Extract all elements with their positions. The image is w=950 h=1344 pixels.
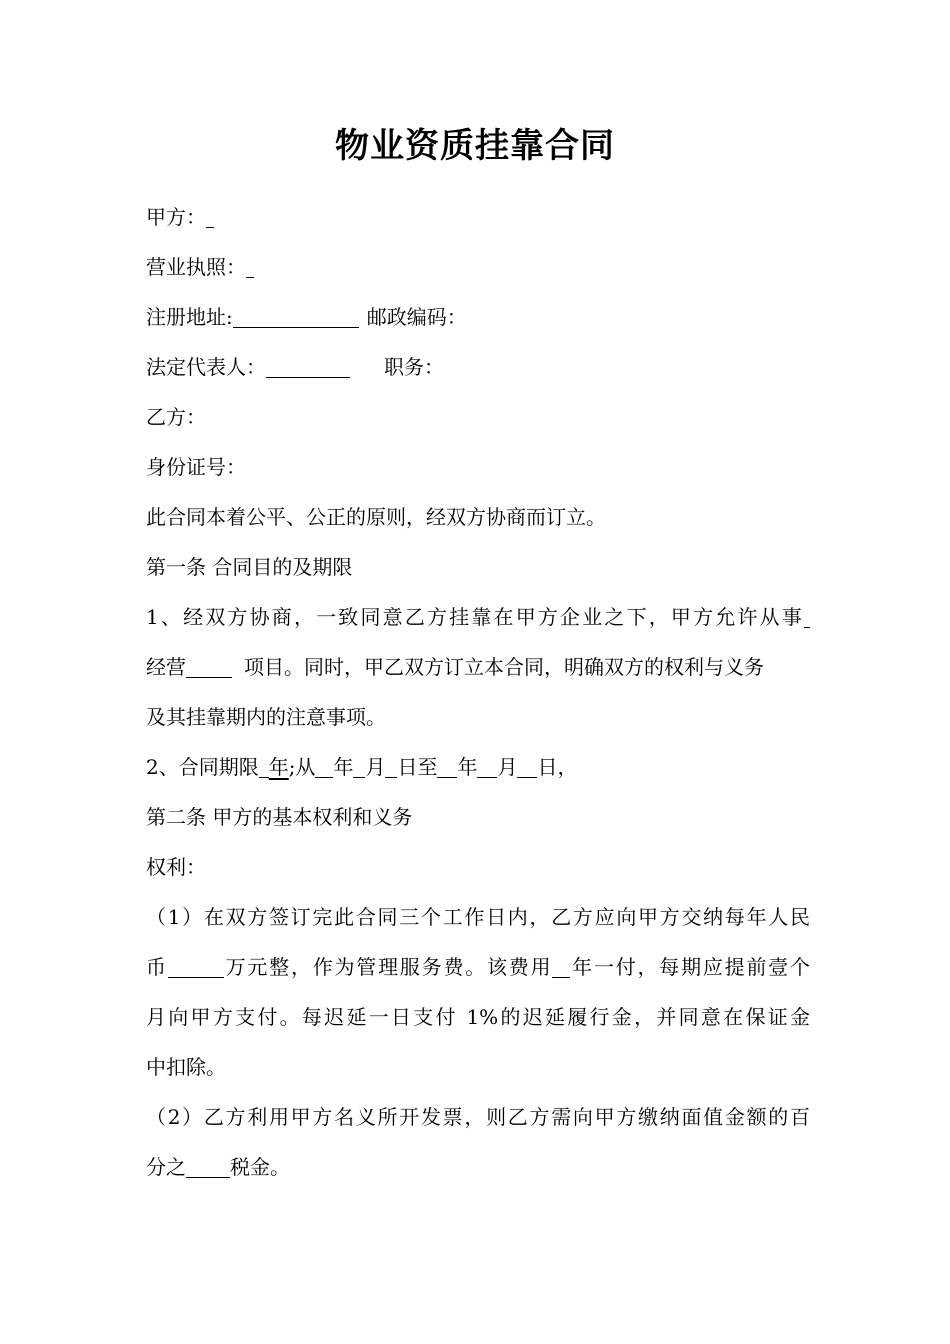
address-blank xyxy=(233,307,359,328)
article-1-clause-1-line-3: 及其挂靠期内的注意事项。 xyxy=(146,705,386,729)
license-line xyxy=(146,252,810,282)
address-label: 注册地址: xyxy=(146,305,233,329)
intro-paragraph: 此合同本着公平、公正的原则，经双方协商而订立。 xyxy=(146,505,606,529)
start-year-unit: 年 xyxy=(333,755,354,779)
term-from: ;从 xyxy=(288,755,316,779)
right-1-line-3: 月向甲方支付。每迟延一日支付 1%的迟延履行金，并同意在保证金 xyxy=(146,1005,810,1029)
start-year-blank xyxy=(315,757,333,778)
term-blank xyxy=(259,757,269,778)
start-day-blank xyxy=(385,757,397,778)
start-month-blank xyxy=(353,757,365,778)
business-scope-blank xyxy=(804,607,810,628)
term-label: 2、合同期限 xyxy=(146,755,259,779)
fee-amount-blank xyxy=(168,957,224,978)
right-2-line-1: （2）乙方利用甲方名义所开发票，则乙方需向甲方缴纳面值金额的百 xyxy=(146,1105,810,1129)
tax-label: 税金。 xyxy=(230,1155,290,1179)
right-2-line-2 xyxy=(146,1152,810,1182)
right-1-line-1: （1）在双方签订完此合同三个工作日内，乙方应向甲方交纳每年人民 xyxy=(146,905,810,929)
end-year-unit: 年 xyxy=(457,755,478,779)
end-month-unit: 月 xyxy=(497,755,518,779)
end-month-blank xyxy=(477,757,497,778)
percentage-label: 分之 xyxy=(146,1155,186,1179)
article-1-clause-1-line-2 xyxy=(146,652,810,682)
representative-line xyxy=(146,352,810,382)
project-blank xyxy=(186,657,232,678)
end-day-blank xyxy=(517,757,537,778)
end-day-unit: 日， xyxy=(537,755,578,779)
article-1-heading: 第一条 合同目的及期限 xyxy=(146,555,353,579)
start-day-unit: 日至 xyxy=(397,755,438,779)
article-2-heading: 第二条 甲方的基本权利和义务 xyxy=(146,805,413,829)
currency-label: 币 xyxy=(146,955,168,979)
article-1-clause-2 xyxy=(146,752,810,782)
license-blank xyxy=(246,257,254,278)
term-year-unit: 年 xyxy=(268,755,289,779)
position-label: 职务： xyxy=(384,355,444,379)
right-1-text-3: 年一付，每期应提前壹个 xyxy=(570,955,811,979)
article-1-clause-1-text-2: 项目。同时，甲乙双方订立本合同，明确双方的权利与义务 xyxy=(244,655,764,679)
party-b-label: 乙方： xyxy=(146,405,206,429)
business-label: 经营 xyxy=(146,655,186,679)
rights-label: 权利： xyxy=(146,855,206,879)
tax-percent-blank xyxy=(186,1157,230,1178)
party-a-blank xyxy=(206,207,214,228)
article-1-clause-1-line-1 xyxy=(146,602,810,632)
article-1-clause-1-text: 1、经双方协商，一致同意乙方挂靠在甲方企业之下，甲方允许从事 xyxy=(146,605,804,629)
postcode-label: 邮政编码： xyxy=(366,305,467,329)
representative-label: 法定代表人： xyxy=(146,355,266,379)
address-line xyxy=(146,302,810,332)
document-title: 物业资质挂靠合同 xyxy=(335,126,615,166)
payment-period-blank xyxy=(552,957,570,978)
end-year-blank xyxy=(437,757,457,778)
id-number-label: 身份证号： xyxy=(146,455,246,479)
start-month-unit: 月 xyxy=(365,755,386,779)
party-a-line xyxy=(146,202,810,232)
license-label: 营业执照： xyxy=(146,255,246,279)
party-a-label: 甲方： xyxy=(146,205,206,229)
right-1-text-2: 万元整，作为管理服务费。该费用 xyxy=(223,955,553,979)
right-1-line-2 xyxy=(146,952,810,982)
right-1-line-4: 中扣除。 xyxy=(146,1055,226,1079)
representative-blank xyxy=(266,357,350,378)
